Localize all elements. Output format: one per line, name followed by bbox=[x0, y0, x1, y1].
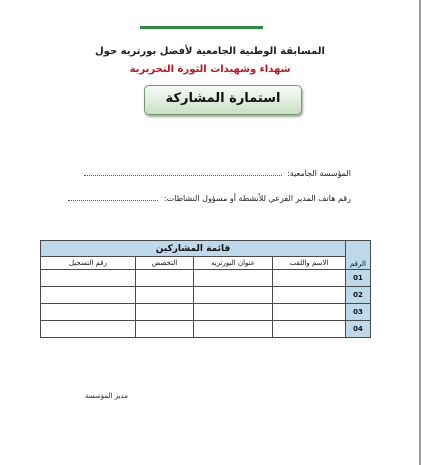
number-column-header: الرقم bbox=[346, 241, 371, 270]
top-decorative-line bbox=[140, 26, 263, 29]
specialty-cell[interactable] bbox=[136, 321, 194, 338]
institution-field[interactable] bbox=[84, 168, 351, 178]
specialty-cell[interactable] bbox=[136, 304, 194, 321]
phone-field[interactable] bbox=[68, 193, 351, 203]
participants-table bbox=[40, 240, 371, 338]
competition-title: المسابقة الوطنية الجامعية لأفضل بورتريه حول bbox=[95, 46, 325, 57]
registration-column-header: رقم التسجيل bbox=[41, 257, 136, 270]
name-cell[interactable] bbox=[273, 321, 346, 338]
specialty-column-header: التخصص bbox=[136, 257, 194, 270]
portrait-title-column-header: عنوان البورتريه bbox=[194, 257, 273, 270]
portrait-title-cell[interactable] bbox=[194, 270, 273, 287]
registration-cell[interactable] bbox=[41, 287, 136, 304]
institution-director-signature-label: مدير المؤسسة bbox=[84, 392, 128, 400]
table-row bbox=[41, 321, 371, 338]
table-row bbox=[41, 304, 371, 321]
participants-table-title: قائمة المشاركين bbox=[41, 241, 346, 257]
registration-cell[interactable] bbox=[41, 321, 136, 338]
row-number: 04 bbox=[346, 321, 371, 338]
portrait-title-cell[interactable] bbox=[194, 321, 273, 338]
competition-subtitle: شهداء وشهيدات الثورة التحريرية bbox=[129, 64, 291, 75]
phone-input-line[interactable] bbox=[68, 193, 158, 201]
row-number: 02 bbox=[346, 287, 371, 304]
row-number: 01 bbox=[346, 270, 371, 287]
portrait-title-cell[interactable] bbox=[194, 287, 273, 304]
table-row bbox=[41, 270, 371, 287]
specialty-cell[interactable] bbox=[136, 287, 194, 304]
form-title-banner bbox=[144, 85, 302, 115]
table-row bbox=[41, 287, 371, 304]
name-column-header: الاسم واللقب bbox=[273, 257, 346, 270]
name-cell[interactable] bbox=[273, 270, 346, 287]
registration-cell[interactable] bbox=[41, 304, 136, 321]
row-number: 03 bbox=[346, 304, 371, 321]
institution-label: المؤسسة الجامعية: bbox=[287, 169, 351, 178]
portrait-title-cell[interactable] bbox=[194, 304, 273, 321]
institution-input-line[interactable] bbox=[84, 168, 282, 176]
registration-cell[interactable] bbox=[41, 270, 136, 287]
name-cell[interactable] bbox=[273, 304, 346, 321]
name-cell[interactable] bbox=[273, 287, 346, 304]
phone-label: رقم هاتف المدير الفرعي للأنشطة أو مسؤول النشاطات: bbox=[163, 194, 351, 203]
specialty-cell[interactable] bbox=[136, 270, 194, 287]
form-title: استمارة المشاركة bbox=[165, 91, 281, 106]
